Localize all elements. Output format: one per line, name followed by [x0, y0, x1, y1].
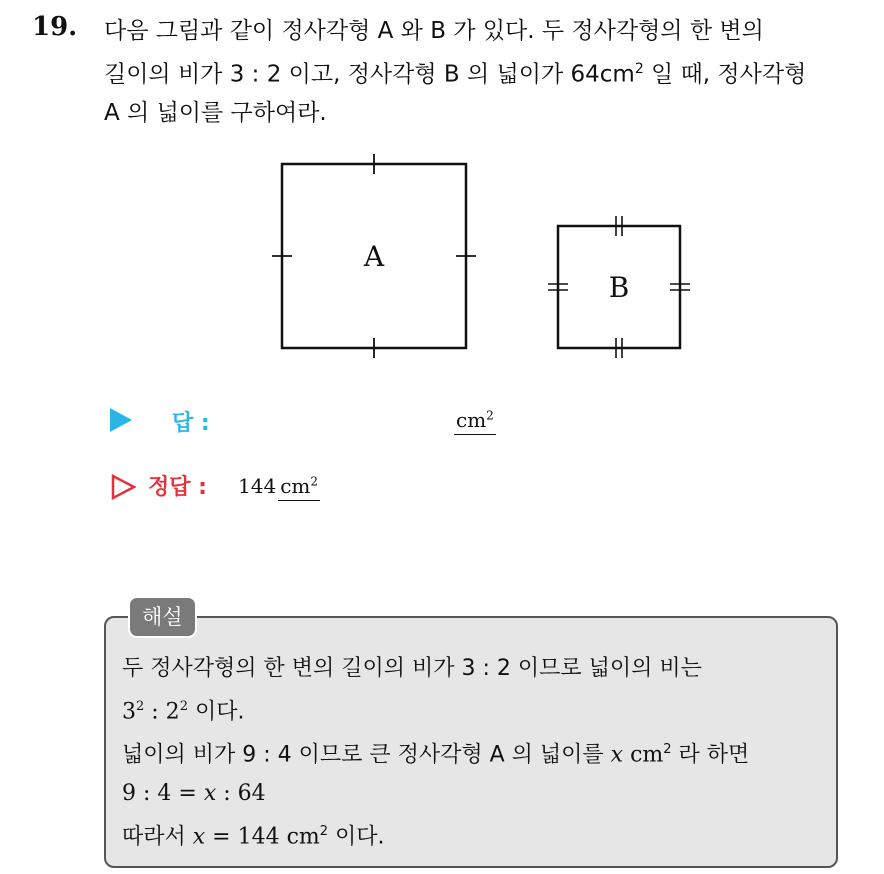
explanation-tab: 해설	[128, 596, 197, 638]
square-a-label: A	[363, 240, 385, 273]
correct-answer-row	[108, 470, 608, 510]
correct-answer-unit	[278, 474, 320, 501]
answer-label: 답 :	[172, 411, 210, 436]
square-b-label: B	[608, 271, 630, 304]
correct-answer-unit-exponent: 2	[310, 474, 318, 489]
explanation-line-4-var: x	[203, 780, 217, 806]
answer-input[interactable]	[454, 408, 496, 435]
explanation-line-2-sup2: 2	[179, 699, 188, 714]
answer-unit-exponent: 2	[486, 408, 494, 423]
explanation-line-1: 두 정사각형의 한 변의 길이의 비가 3 : 2 이므로 넓이의 비는	[122, 656, 702, 681]
question-text	[104, 12, 864, 132]
question-line-2-end: 일 때, 정사각형	[643, 61, 807, 88]
explanation-line-3-sup: 2	[663, 742, 672, 758]
explanation-line-2-b: : 2	[144, 699, 180, 725]
explanation-line-3	[122, 731, 832, 774]
explanation-line-3-var: x	[610, 742, 624, 768]
answer-unit: cm	[456, 408, 487, 432]
squares-figure	[262, 150, 712, 370]
question-line-3: A 의 넓이를 구하여라.	[104, 99, 327, 126]
explanation-line-5-a: 따라서	[122, 823, 193, 849]
outline-triangle-icon	[110, 474, 136, 500]
explanation-line-2-a: 3	[122, 699, 136, 725]
play-arrow-icon	[110, 408, 132, 432]
question-line-2	[104, 50, 864, 94]
explanation-line-5-b: = 144 cm	[205, 823, 320, 849]
explanation-line-2-sup1: 2	[136, 699, 145, 714]
correct-answer-value	[238, 474, 320, 498]
question-line-2-exponent: 2	[634, 61, 644, 77]
answer-row	[108, 406, 608, 446]
explanation-line-2	[122, 688, 832, 731]
correct-answer-unit-text: cm	[280, 474, 311, 498]
question-number: 19.	[32, 12, 78, 42]
explanation-line-3-b: 라 하면	[671, 742, 750, 768]
explanation-line-5-sup: 2	[319, 823, 329, 839]
explanation-text	[122, 650, 832, 856]
explanation-line-4-a: 9 : 4 =	[122, 780, 204, 806]
explanation-line-4-b: : 64	[216, 780, 266, 806]
square-b	[548, 216, 690, 358]
correct-answer-label: 정답 :	[148, 475, 207, 500]
explanation-line-3-a: 넓이의 비가 9 : 4 이므로 큰 정사각형 A 의 넓이를	[122, 742, 611, 768]
explanation-line-2-c: 이다.	[187, 699, 245, 725]
explanation-line-5	[122, 813, 832, 856]
explanation-line-5-var: x	[192, 823, 206, 849]
question-line-2-start: 길이의 비가 3 : 2 이고, 정사각형 B 의 넓이가 64cm	[104, 61, 635, 88]
explanation-line-3-unit: cm	[623, 742, 664, 768]
explanation-line-5-c: 이다.	[328, 823, 385, 849]
correct-answer-number: 144	[238, 474, 277, 498]
explanation-line-4	[122, 775, 832, 813]
question-line-1: 다음 그림과 같이 정사각형 A 와 B 가 있다. 두 정사각형의 한 변의	[104, 18, 764, 44]
square-a	[272, 154, 476, 358]
